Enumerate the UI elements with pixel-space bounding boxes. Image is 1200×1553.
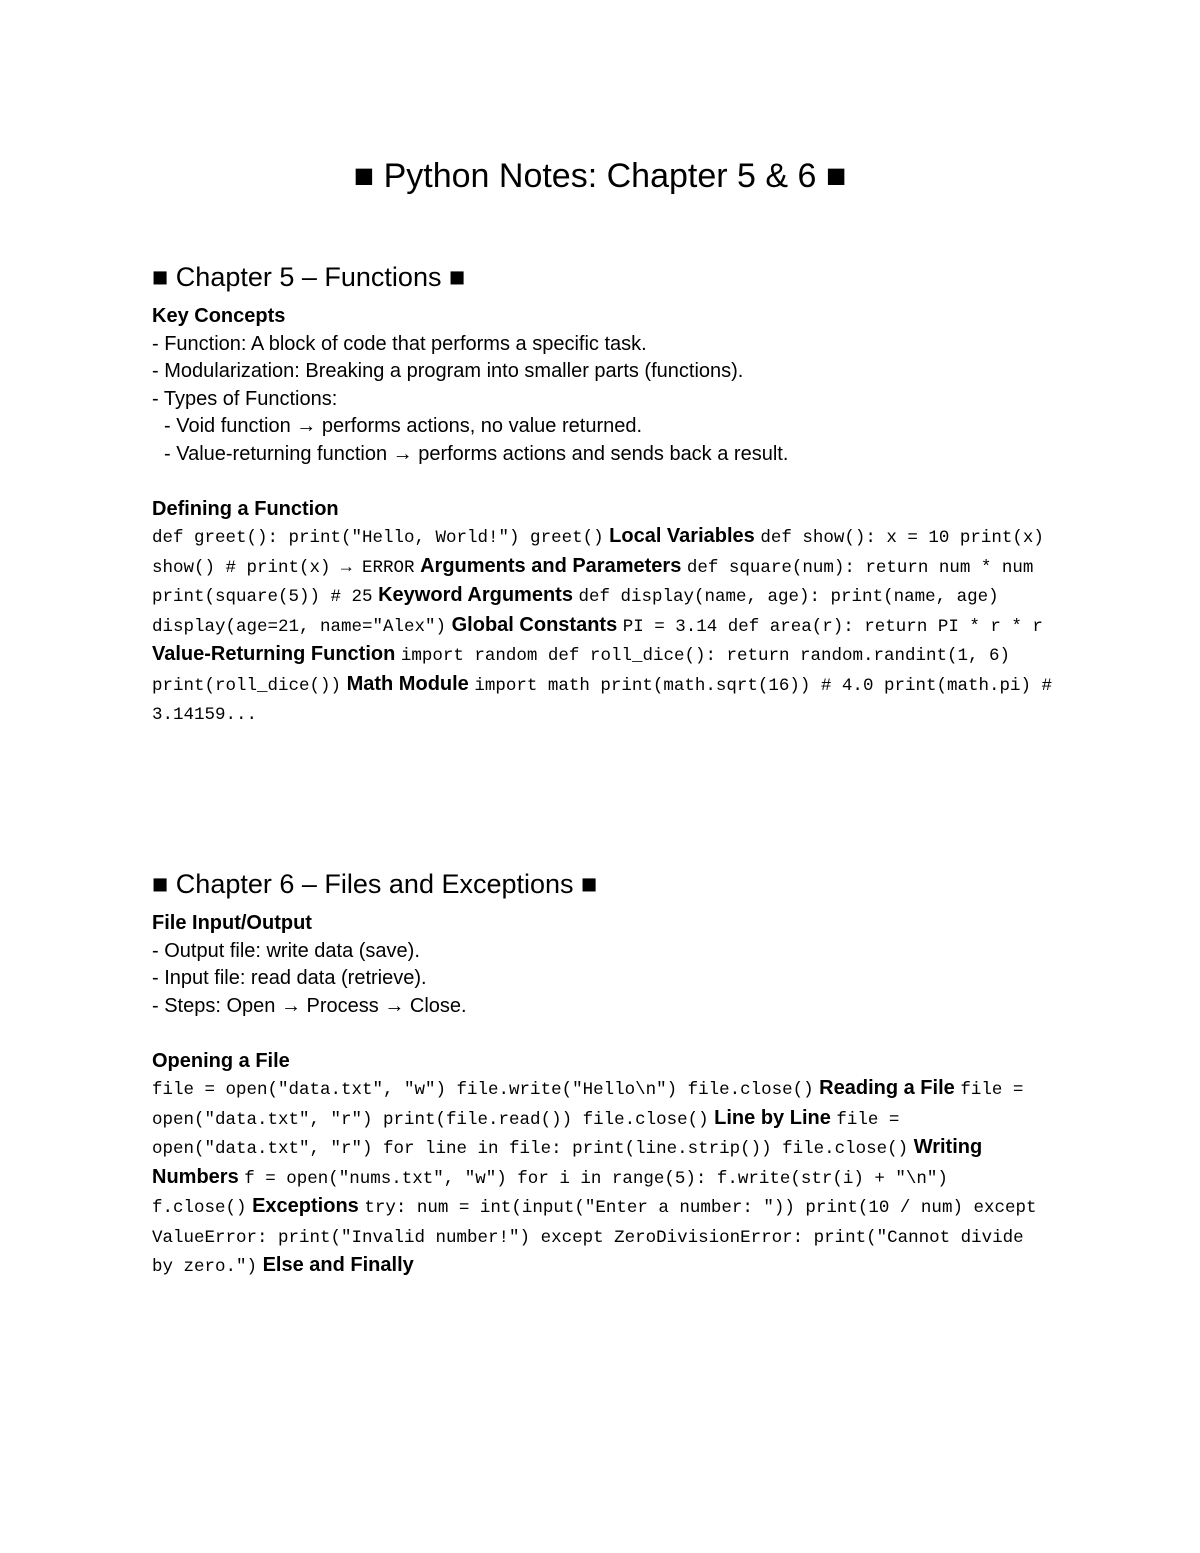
file-io-heading: File Input/Output (152, 912, 312, 934)
code-exceptions: try: num = int(input("Enter a number: ")) print(10 / num) except ValueError: print("Invalid number!") except ZeroDivisionError: print("Cannot divide by zero.") (152, 1198, 1047, 1277)
math-module-heading: Math Module (346, 672, 469, 695)
code-area: PI = 3.14 def area(r): return PI * r * r (622, 616, 1043, 637)
keyword-arguments-heading: Keyword Arguments (378, 584, 573, 606)
opening-file-heading: Opening a File (152, 1049, 290, 1072)
code-display: def display(name, age): print(name, age) display(age=21, name="Alex") (152, 587, 1010, 637)
bullet-value-returning: - Value-returning function → performs actions and sends back a result. (164, 442, 789, 465)
bullet-void-function: - Void function → performs actions, no value returned. (164, 415, 643, 437)
chapter-6-section (152, 866, 1052, 1282)
defining-function-heading: Defining a Function (152, 497, 339, 520)
exceptions-heading: Exceptions (252, 1195, 359, 1217)
code-greet: def greet(): print("Hello, World!") greet() (152, 528, 604, 548)
line-by-line-heading: Line by Line (714, 1106, 831, 1129)
code-read: file = open("data.txt", "r") print(file.read()) file.close() (152, 1080, 1034, 1130)
key-concepts-heading: Key Concepts (152, 305, 286, 327)
chapter-5-code-block (152, 523, 1063, 730)
code-show: def show(): x = 10 print(x) show() # print(x) → ERROR (152, 528, 1055, 578)
bullet-types: - Types of Functions: (152, 387, 338, 410)
chapter-5-section (152, 259, 1063, 730)
bullet-steps: - Steps: Open → Process → Close. (152, 994, 467, 1017)
code-square: def square(num): return num * num print(square(5)) # 25 (152, 557, 1044, 607)
else-finally-heading: Else and Finally (262, 1254, 414, 1276)
global-constants-heading: Global Constants (451, 613, 618, 636)
writing-numbers-heading: Writing Numbers (152, 1136, 983, 1188)
value-returning-heading: Value-Returning Function (152, 643, 396, 665)
arguments-parameters-heading: Arguments and Parameters (420, 554, 682, 577)
bullet-modularization: - Modularization: Breaking a program into smaller parts (functions). (152, 360, 744, 382)
chapter-5-heading: ■ Chapter 5 – Functions ■ (152, 262, 466, 292)
local-variables-heading: Local Variables (609, 525, 755, 547)
bullet-function: - Function: A block of code that performs a specific task. (152, 332, 647, 355)
code-line-by-line: file = open("data.txt", "r") for line in file: print(line.strip()) file.close() (152, 1109, 910, 1159)
code-roll-dice: import random def roll_dice(): return random.randint(1, 6) print(roll_dice()) (152, 646, 1021, 696)
chapter-6-code-block (152, 1075, 1052, 1282)
bullet-output-file: - Output file: write data (save). (152, 939, 420, 962)
code-math: import math print(math.sqrt(16)) # 4.0 print(math.pi) # 3.14159... (152, 675, 1063, 725)
chapter-6-heading: ■ Chapter 6 – Files and Exceptions ■ (152, 869, 598, 899)
code-open-write: file = open("data.txt", "w") file.write("Hello\n") file.close() (152, 1080, 814, 1100)
reading-file-heading: Reading a File (819, 1077, 955, 1099)
code-numbers: f = open("nums.txt", "w") for i in range(5): f.write(str(i) + "\n") f.close() (152, 1168, 959, 1218)
bullet-input-file: - Input file: read data (retrieve). (152, 967, 427, 989)
page-title: ■ Python Notes: Chapter 5 & 6 ■ (353, 157, 847, 195)
